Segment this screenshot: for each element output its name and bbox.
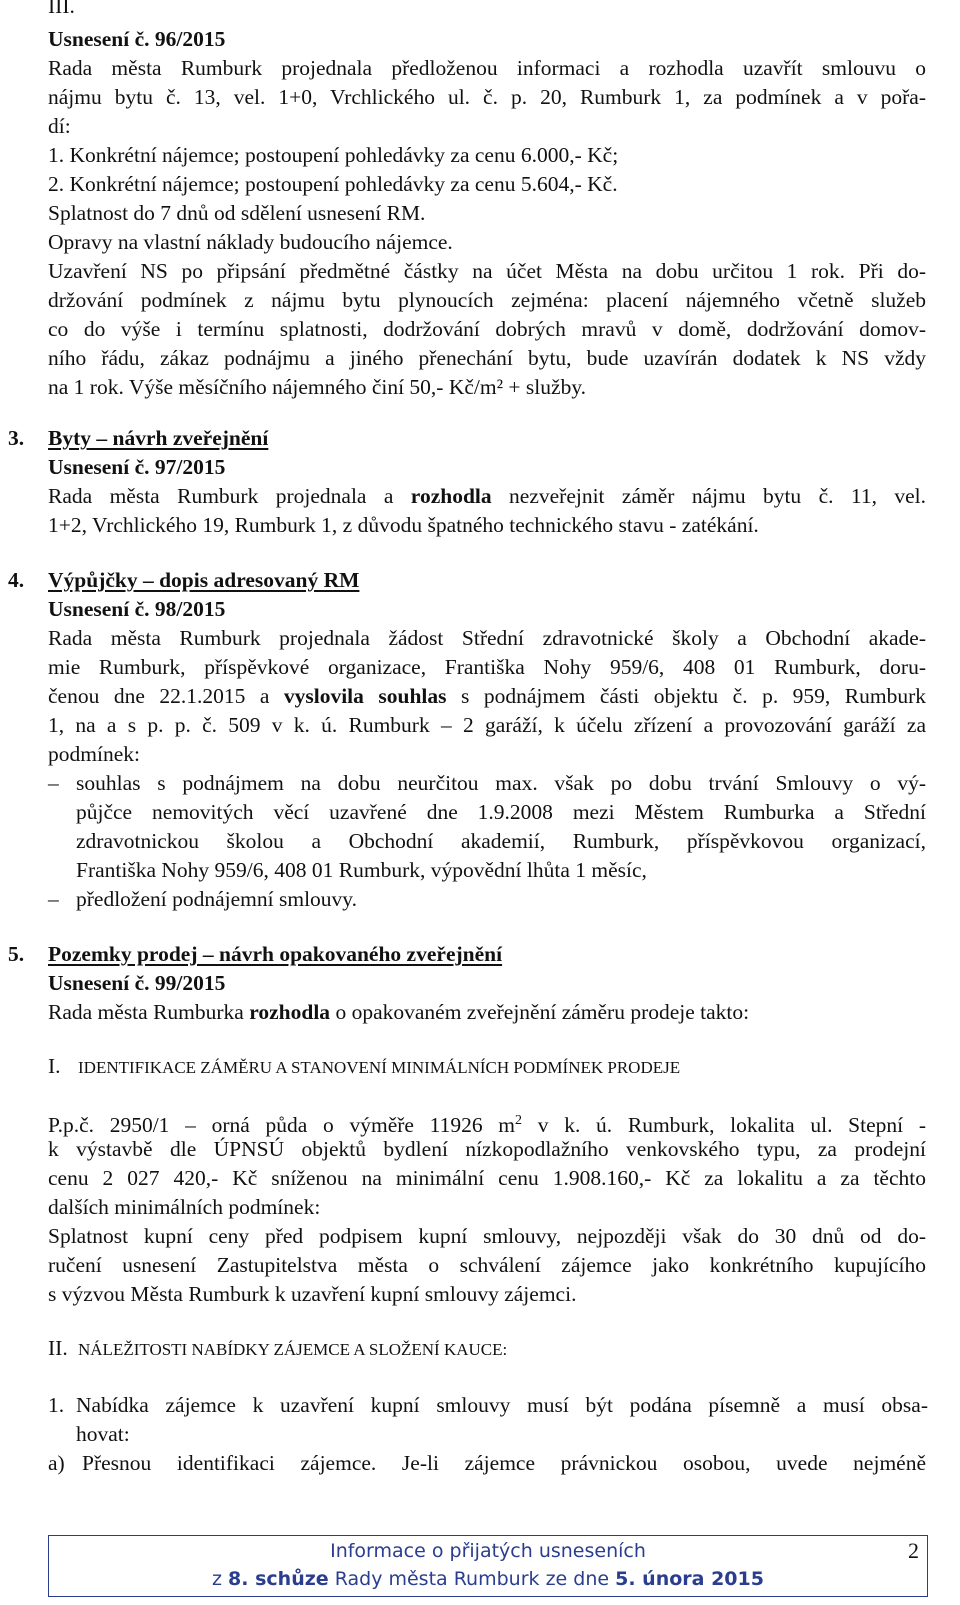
- text-span: s podnájmem části objektu č. p. 959, Rumburk: [446, 684, 926, 708]
- text-line: dalších minimálních podmínek:: [48, 1195, 321, 1219]
- bold-span: vyslovila souhlas: [283, 684, 447, 708]
- subsection-1-title: [78, 1052, 680, 1082]
- text-span: o opakovaném zveřejnění záměru prodeje takto:: [330, 1000, 750, 1024]
- subsection-1-number: I.: [48, 1054, 61, 1078]
- text-line: [48, 998, 749, 1027]
- footer-title: Informace o přijatých usneseních: [330, 1540, 646, 1562]
- footer-meeting-info: [49, 1568, 927, 1590]
- text-span: Rada města Rumburk projednala a: [48, 484, 411, 508]
- text-span: Rady města Rumburk ze dne: [328, 1568, 616, 1590]
- smallcaps-title: IDENTIFIKACE ZÁMĚRU A STANOVENÍ MINIMÁLNÍCH PODMÍNEK PRODEJE: [78, 1058, 681, 1077]
- page-number: 2: [908, 1538, 919, 1563]
- list-subitem-line: Přesnou identifikaci zájemce. Je-li zájemce právnickou osobou, uvede nejméně: [82, 1451, 926, 1475]
- text-span: v k. ú. Rumburk, lokalita ul. Stepní -: [522, 1113, 926, 1138]
- dash-bullet: –: [48, 771, 59, 795]
- text-line: Rada města Rumburk projednala žádost Střední zdravotnické školy a Obchodní akade-: [48, 626, 926, 650]
- section-4-heading: Výpůjčky – dopis adresovaný RM: [48, 568, 360, 592]
- subsection-2-title: [78, 1334, 507, 1364]
- text-line: podmínek:: [48, 742, 140, 766]
- text-span: Rada města Rumburka: [48, 1000, 250, 1024]
- text-line: cenu 2 027 420,- Kč sníženou na minimální cenu 1.908.160,- Kč za lokalitu a za těchto: [48, 1166, 926, 1190]
- text-line: k výstavbě dle ÚPNSÚ objektů bydlení nízkopodlažního venkovského typu, za prodejní: [48, 1137, 926, 1161]
- section-3-heading: Byty – návrh zveřejnění: [48, 426, 269, 450]
- text-line: ního řádu, zákaz podnájmu a jiného přenechání bytu, bude uzavírán dodatek k NS vždy: [48, 346, 926, 370]
- resolution-97-title: Usnesení č. 97/2015: [48, 455, 226, 479]
- text-span: z: [212, 1568, 229, 1590]
- section-5-heading: Pozemky prodej – návrh opakovaného zveřejnění: [48, 942, 503, 966]
- list-item-line: Nabídka zájemce k uzavření kupní smlouvy musí být podána písemně a musí obsa-: [76, 1393, 928, 1417]
- text-line: na 1 rok. Výše měsíčního nájemného činí 50,- Kč/m² + služby.: [48, 375, 587, 399]
- page-footer: [48, 1535, 928, 1597]
- text-line: Opravy na vlastní náklady budoucího nájemce.: [48, 230, 453, 254]
- bullet-line: souhlas s podnájmem na dobu neurčitou max. však po dobu trvání Smlouvy o vý-: [76, 771, 926, 795]
- text-line: Rada města Rumburk projednala předloženou informaci a rozhodla uzavřít smlouvu o: [48, 56, 926, 80]
- resolution-96-title: Usnesení č. 96/2015: [48, 27, 226, 51]
- text-line: co do výše i termínu splatnosti, dodržování dobrých mravů v domě, dodržování domov-: [48, 317, 926, 341]
- bold-span: rozhodla: [410, 484, 492, 508]
- superscript: 2: [515, 1113, 523, 1128]
- text-line: 1, na a s p. p. č. 509 v k. ú. Rumburk – 2 garáží, k účelu zřízení a provozování garáží za: [48, 713, 926, 737]
- subsection-2-number: II.: [48, 1336, 68, 1360]
- roman-numeral: III.: [48, 0, 75, 18]
- bold-span: 8. schůze: [228, 1568, 329, 1590]
- dash-bullet: –: [48, 887, 59, 911]
- text-span: nezveřejnit záměr nájmu bytu č. 11, vel.: [491, 484, 926, 508]
- smallcaps-title: NÁLEŽITOSTI NABÍDKY ZÁJEMCE A SLOŽENÍ KAUCE:: [78, 1340, 508, 1359]
- text-line: Splatnost kupní ceny před podpisem kupní smlouvy, nejpozději však do 30 dnů od do-: [48, 1224, 926, 1248]
- text-line: 2. Konkrétní nájemce; postoupení pohledávky za cenu 5.604,- Kč.: [48, 172, 618, 196]
- text-line: 1. Konkrétní nájemce; postoupení pohledávky za cenu 6.000,- Kč;: [48, 143, 619, 167]
- text-line: ručení usnesení Zastupitelstva města o schválení zájemce jako konkrétního kupujícího: [48, 1253, 926, 1277]
- list-item-line: hovat:: [76, 1422, 130, 1446]
- text-line: s výzvou Města Rumburk k uzavření kupní smlouvy zájemci.: [48, 1282, 577, 1306]
- resolution-98-title: Usnesení č. 98/2015: [48, 597, 226, 621]
- bold-span: 5. února 2015: [615, 1568, 764, 1590]
- text-line: nájmu bytu č. 13, vel. 1+0, Vrchlického ul. č. p. 20, Rumburk 1, za podmínek a v pořa-: [48, 85, 926, 109]
- text-line: Uzavření NS po připsání předmětné částky na účet Města na dobu určitou 1 rok. Při do-: [48, 259, 926, 283]
- text-line: 1+2, Vrchlického 19, Rumburk 1, z důvodu špatného technického stavu - zatékání.: [48, 513, 759, 537]
- list-item-number: 1.: [48, 1393, 65, 1417]
- list-subitem-letter: a): [48, 1451, 65, 1475]
- bullet-line: půjčce nemovitých věcí uzavřené dne 1.9.2008 mezi Městem Rumburka a Střední: [76, 800, 926, 824]
- bold-span: rozhodla: [249, 1000, 331, 1024]
- bullet-line: zdravotnickou školou a Obchodní akademií, Rumburk, příspěvkovou organizací,: [76, 829, 926, 853]
- bullet-line: předložení podnájemní smlouvy.: [76, 887, 358, 911]
- text-span: P.p.č. 2950/1 – orná půda o výměře 11926 m: [48, 1113, 516, 1138]
- text-span: čenou dne 22.1.2015 a: [48, 684, 284, 708]
- section-5-number: 5.: [8, 942, 25, 966]
- section-4-number: 4.: [8, 568, 25, 592]
- text-line: [48, 482, 926, 511]
- bullet-line: Františka Nohy 959/6, 408 01 Rumburk, výpovědní lhůta 1 měsíc,: [76, 858, 647, 882]
- text-line: Splatnost do 7 dnů od sdělení usnesení RM.: [48, 201, 426, 225]
- text-line: držování podmínek z nájmu bytu plynoucích zejména: placení nájemného včetně služeb: [48, 288, 926, 312]
- text-line: dí:: [48, 114, 71, 138]
- section-3-number: 3.: [8, 426, 25, 450]
- text-line: mie Rumburk, příspěvkové organizace, Františka Nohy 959/6, 408 01 Rumburk, doru-: [48, 655, 926, 679]
- resolution-99-title: Usnesení č. 99/2015: [48, 971, 226, 995]
- text-line: [48, 682, 926, 711]
